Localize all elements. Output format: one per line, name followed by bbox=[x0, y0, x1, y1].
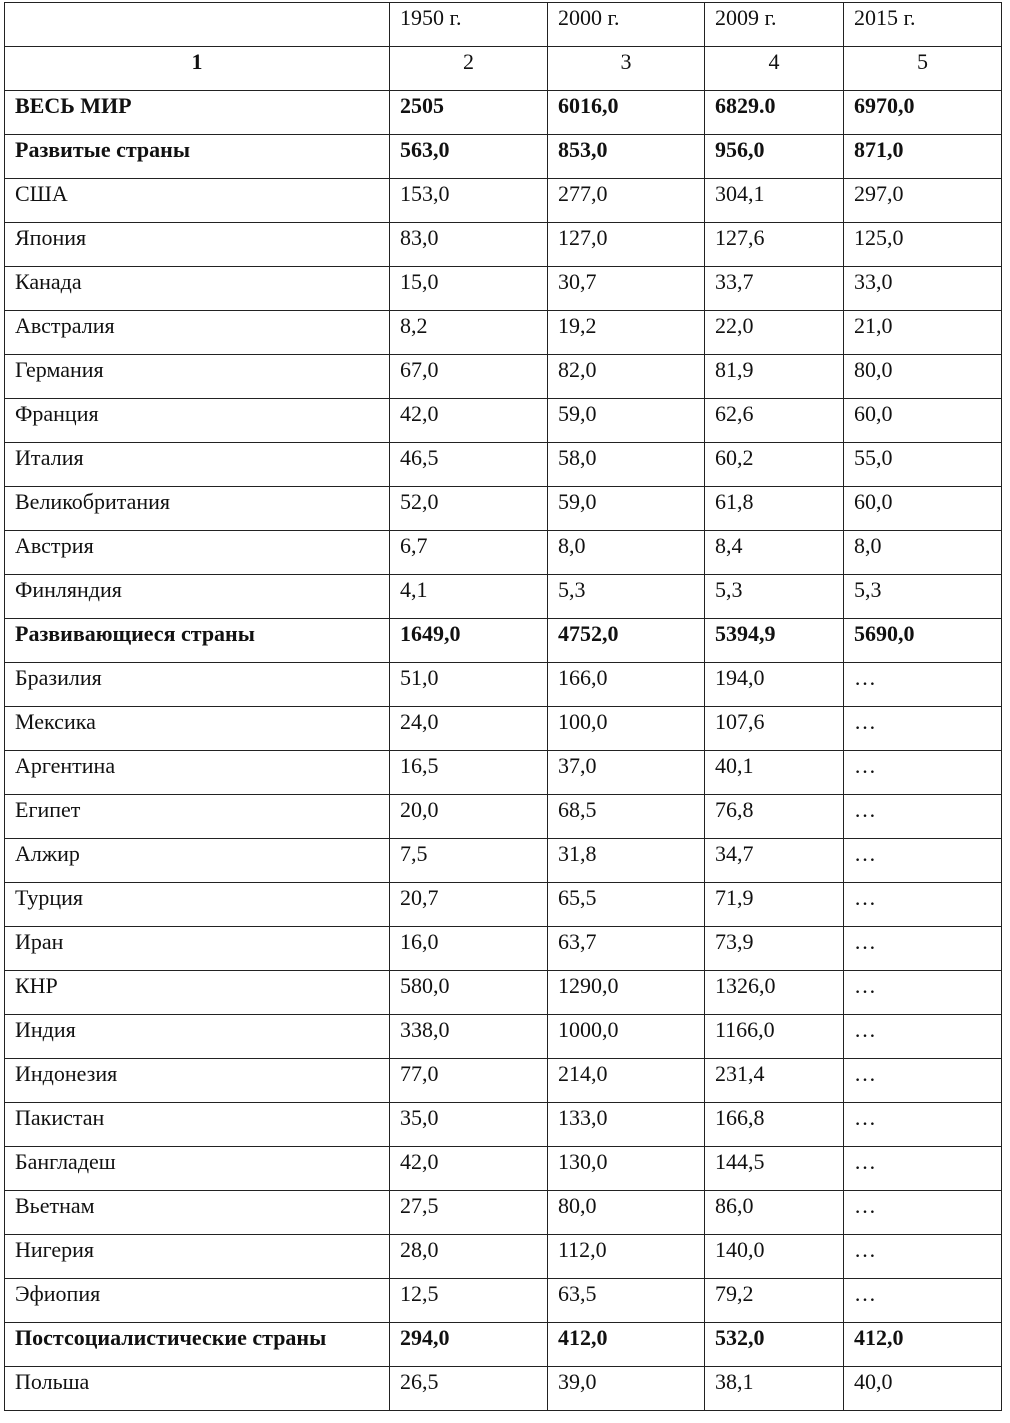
value-cell: 28,0 bbox=[390, 1235, 548, 1279]
header-year-2015: 2015 г. bbox=[844, 3, 1002, 47]
value-cell: 38,1 bbox=[705, 1367, 844, 1411]
value-cell: 30,7 bbox=[548, 267, 705, 311]
table-row bbox=[5, 1235, 1002, 1279]
column-number-row bbox=[5, 47, 1002, 91]
value-cell: 133,0 bbox=[548, 1103, 705, 1147]
row-label: Развивающиеся страны bbox=[5, 619, 390, 663]
row-label: Мексика bbox=[5, 707, 390, 751]
value-cell: 1649,0 bbox=[390, 619, 548, 663]
header-row bbox=[5, 3, 1002, 47]
row-label: Алжир bbox=[5, 839, 390, 883]
value-cell: 412,0 bbox=[548, 1323, 705, 1367]
value-cell: 73,9 bbox=[705, 927, 844, 971]
value-cell: 39,0 bbox=[548, 1367, 705, 1411]
value-cell: 65,5 bbox=[548, 883, 705, 927]
row-label: Бангладеш bbox=[5, 1147, 390, 1191]
value-cell: 563,0 bbox=[390, 135, 548, 179]
table-row bbox=[5, 1147, 1002, 1191]
column-number-2: 2 bbox=[390, 47, 548, 91]
value-cell: … bbox=[844, 707, 1002, 751]
value-cell: 214,0 bbox=[548, 1059, 705, 1103]
value-cell: 7,5 bbox=[390, 839, 548, 883]
table-row bbox=[5, 91, 1002, 135]
value-cell: 194,0 bbox=[705, 663, 844, 707]
value-cell: 4,1 bbox=[390, 575, 548, 619]
value-cell: … bbox=[844, 1147, 1002, 1191]
row-label: ВЕСЬ МИР bbox=[5, 91, 390, 135]
header-year-2000: 2000 г. bbox=[548, 3, 705, 47]
value-cell: 6,7 bbox=[390, 531, 548, 575]
value-cell: 580,0 bbox=[390, 971, 548, 1015]
value-cell: … bbox=[844, 927, 1002, 971]
value-cell: 34,7 bbox=[705, 839, 844, 883]
value-cell: … bbox=[844, 971, 1002, 1015]
table-row bbox=[5, 531, 1002, 575]
table-row bbox=[5, 311, 1002, 355]
value-cell: 871,0 bbox=[844, 135, 1002, 179]
value-cell: 80,0 bbox=[548, 1191, 705, 1235]
row-label: Иран bbox=[5, 927, 390, 971]
value-cell: 5,3 bbox=[548, 575, 705, 619]
table-row bbox=[5, 1103, 1002, 1147]
table-row bbox=[5, 1279, 1002, 1323]
value-cell: 4752,0 bbox=[548, 619, 705, 663]
row-label: Аргентина bbox=[5, 751, 390, 795]
value-cell: 42,0 bbox=[390, 399, 548, 443]
table-row bbox=[5, 355, 1002, 399]
header-year-1950: 1950 г. bbox=[390, 3, 548, 47]
value-cell: 76,8 bbox=[705, 795, 844, 839]
header-year-2009: 2009 г. bbox=[705, 3, 844, 47]
row-label: Япония bbox=[5, 223, 390, 267]
table-row bbox=[5, 1191, 1002, 1235]
value-cell: 304,1 bbox=[705, 179, 844, 223]
value-cell: 33,7 bbox=[705, 267, 844, 311]
value-cell: 40,1 bbox=[705, 751, 844, 795]
value-cell: 60,0 bbox=[844, 399, 1002, 443]
column-number-4: 4 bbox=[705, 47, 844, 91]
value-cell: 166,8 bbox=[705, 1103, 844, 1147]
value-cell: 2505 bbox=[390, 91, 548, 135]
value-cell: 6970,0 bbox=[844, 91, 1002, 135]
table-row bbox=[5, 223, 1002, 267]
value-cell: 294,0 bbox=[390, 1323, 548, 1367]
row-label: Финляндия bbox=[5, 575, 390, 619]
value-cell: 16,5 bbox=[390, 751, 548, 795]
row-label: Польша bbox=[5, 1367, 390, 1411]
table-row bbox=[5, 179, 1002, 223]
value-cell: 5,3 bbox=[844, 575, 1002, 619]
value-cell: 297,0 bbox=[844, 179, 1002, 223]
row-label: Эфиопия bbox=[5, 1279, 390, 1323]
value-cell: 412,0 bbox=[844, 1323, 1002, 1367]
value-cell: 153,0 bbox=[390, 179, 548, 223]
value-cell: 52,0 bbox=[390, 487, 548, 531]
value-cell: 8,0 bbox=[844, 531, 1002, 575]
value-cell: 16,0 bbox=[390, 927, 548, 971]
row-label: Турция bbox=[5, 883, 390, 927]
value-cell: 140,0 bbox=[705, 1235, 844, 1279]
table-row bbox=[5, 663, 1002, 707]
value-cell: 127,6 bbox=[705, 223, 844, 267]
table-row bbox=[5, 619, 1002, 663]
value-cell: 77,0 bbox=[390, 1059, 548, 1103]
population-table bbox=[4, 2, 1002, 1411]
value-cell: 12,5 bbox=[390, 1279, 548, 1323]
value-cell: 130,0 bbox=[548, 1147, 705, 1191]
value-cell: 60,2 bbox=[705, 443, 844, 487]
table-row bbox=[5, 1015, 1002, 1059]
value-cell: 20,0 bbox=[390, 795, 548, 839]
row-label: Германия bbox=[5, 355, 390, 399]
table-row bbox=[5, 1059, 1002, 1103]
table-row bbox=[5, 135, 1002, 179]
value-cell: 1166,0 bbox=[705, 1015, 844, 1059]
row-label: США bbox=[5, 179, 390, 223]
value-cell: … bbox=[844, 1015, 1002, 1059]
row-label: Канада bbox=[5, 267, 390, 311]
value-cell: 8,4 bbox=[705, 531, 844, 575]
table-row bbox=[5, 839, 1002, 883]
table-row bbox=[5, 575, 1002, 619]
row-label: Вьетнам bbox=[5, 1191, 390, 1235]
row-label: Индонезия bbox=[5, 1059, 390, 1103]
value-cell: 144,5 bbox=[705, 1147, 844, 1191]
value-cell: 8,0 bbox=[548, 531, 705, 575]
row-label: Австрия bbox=[5, 531, 390, 575]
value-cell: 59,0 bbox=[548, 399, 705, 443]
value-cell: 63,5 bbox=[548, 1279, 705, 1323]
table-row bbox=[5, 751, 1002, 795]
table-row bbox=[5, 1367, 1002, 1411]
value-cell: … bbox=[844, 1279, 1002, 1323]
value-cell: 60,0 bbox=[844, 487, 1002, 531]
value-cell: 5690,0 bbox=[844, 619, 1002, 663]
value-cell: 338,0 bbox=[390, 1015, 548, 1059]
value-cell: 82,0 bbox=[548, 355, 705, 399]
value-cell: 1000,0 bbox=[548, 1015, 705, 1059]
value-cell: 112,0 bbox=[548, 1235, 705, 1279]
value-cell: 20,7 bbox=[390, 883, 548, 927]
value-cell: 83,0 bbox=[390, 223, 548, 267]
value-cell: 6016,0 bbox=[548, 91, 705, 135]
value-cell: 71,9 bbox=[705, 883, 844, 927]
table-row bbox=[5, 487, 1002, 531]
value-cell: 277,0 bbox=[548, 179, 705, 223]
value-cell: 100,0 bbox=[548, 707, 705, 751]
table-row bbox=[5, 795, 1002, 839]
value-cell: 55,0 bbox=[844, 443, 1002, 487]
value-cell: … bbox=[844, 663, 1002, 707]
value-cell: 532,0 bbox=[705, 1323, 844, 1367]
value-cell: 35,0 bbox=[390, 1103, 548, 1147]
value-cell: 1290,0 bbox=[548, 971, 705, 1015]
value-cell: 21,0 bbox=[844, 311, 1002, 355]
value-cell: 1326,0 bbox=[705, 971, 844, 1015]
value-cell: 231,4 bbox=[705, 1059, 844, 1103]
table-row bbox=[5, 971, 1002, 1015]
value-cell: … bbox=[844, 1235, 1002, 1279]
value-cell: 79,2 bbox=[705, 1279, 844, 1323]
value-cell: 31,8 bbox=[548, 839, 705, 883]
table-row bbox=[5, 399, 1002, 443]
value-cell: 956,0 bbox=[705, 135, 844, 179]
value-cell: 19,2 bbox=[548, 311, 705, 355]
table-row bbox=[5, 883, 1002, 927]
value-cell: 58,0 bbox=[548, 443, 705, 487]
value-cell: 6829.0 bbox=[705, 91, 844, 135]
row-label: Постсоциалистические страны bbox=[5, 1323, 390, 1367]
table-row bbox=[5, 1323, 1002, 1367]
value-cell: … bbox=[844, 839, 1002, 883]
column-number-5: 5 bbox=[844, 47, 1002, 91]
row-label: КНР bbox=[5, 971, 390, 1015]
value-cell: 81,9 bbox=[705, 355, 844, 399]
value-cell: … bbox=[844, 1059, 1002, 1103]
value-cell: 27,5 bbox=[390, 1191, 548, 1235]
row-label: Египет bbox=[5, 795, 390, 839]
row-label: Великобритания bbox=[5, 487, 390, 531]
row-label: Франция bbox=[5, 399, 390, 443]
table-row bbox=[5, 443, 1002, 487]
table-row bbox=[5, 927, 1002, 971]
table-row bbox=[5, 707, 1002, 751]
value-cell: … bbox=[844, 751, 1002, 795]
value-cell: 107,6 bbox=[705, 707, 844, 751]
value-cell: 67,0 bbox=[390, 355, 548, 399]
value-cell: 59,0 bbox=[548, 487, 705, 531]
row-label: Австралия bbox=[5, 311, 390, 355]
row-label: Развитые страны bbox=[5, 135, 390, 179]
row-label: Индия bbox=[5, 1015, 390, 1059]
value-cell: 853,0 bbox=[548, 135, 705, 179]
value-cell: 5394,9 bbox=[705, 619, 844, 663]
value-cell: 63,7 bbox=[548, 927, 705, 971]
column-number-3: 3 bbox=[548, 47, 705, 91]
value-cell: … bbox=[844, 795, 1002, 839]
value-cell: 127,0 bbox=[548, 223, 705, 267]
value-cell: … bbox=[844, 883, 1002, 927]
value-cell: 46,5 bbox=[390, 443, 548, 487]
value-cell: 24,0 bbox=[390, 707, 548, 751]
value-cell: 80,0 bbox=[844, 355, 1002, 399]
value-cell: 125,0 bbox=[844, 223, 1002, 267]
table-row bbox=[5, 267, 1002, 311]
value-cell: 15,0 bbox=[390, 267, 548, 311]
value-cell: 166,0 bbox=[548, 663, 705, 707]
value-cell: 61,8 bbox=[705, 487, 844, 531]
value-cell: 8,2 bbox=[390, 311, 548, 355]
value-cell: 42,0 bbox=[390, 1147, 548, 1191]
value-cell: 26,5 bbox=[390, 1367, 548, 1411]
header-blank-cell bbox=[5, 3, 390, 47]
value-cell: … bbox=[844, 1191, 1002, 1235]
value-cell: 86,0 bbox=[705, 1191, 844, 1235]
value-cell: 62,6 bbox=[705, 399, 844, 443]
value-cell: 68,5 bbox=[548, 795, 705, 839]
row-label: Пакистан bbox=[5, 1103, 390, 1147]
value-cell: 51,0 bbox=[390, 663, 548, 707]
row-label: Бразилия bbox=[5, 663, 390, 707]
value-cell: 33,0 bbox=[844, 267, 1002, 311]
value-cell: 40,0 bbox=[844, 1367, 1002, 1411]
value-cell: 22,0 bbox=[705, 311, 844, 355]
row-label: Нигерия bbox=[5, 1235, 390, 1279]
row-label: Италия bbox=[5, 443, 390, 487]
column-number-1: 1 bbox=[5, 47, 390, 91]
value-cell: 5,3 bbox=[705, 575, 844, 619]
value-cell: 37,0 bbox=[548, 751, 705, 795]
value-cell: … bbox=[844, 1103, 1002, 1147]
